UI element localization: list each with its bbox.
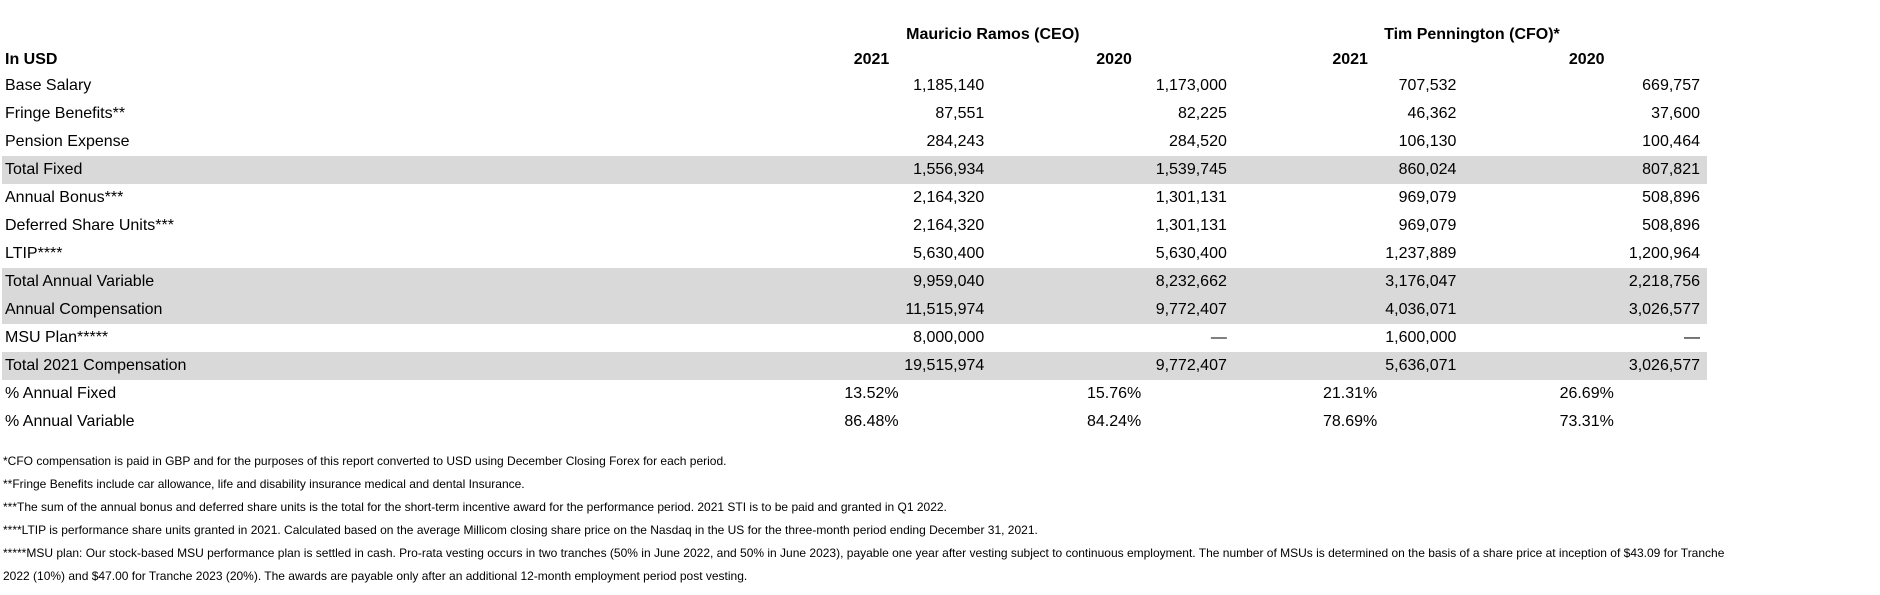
table-cell: 9,772,407 [991,296,1234,324]
row-label: Annual Bonus*** [5,189,124,206]
table-cell: 1,301,131 [1155,189,1227,206]
table-cell: 2,218,756 [1463,268,1707,296]
cfo-header: Tim Pennington (CFO)* [1384,26,1560,43]
row-label: Annual Compensation [2,296,749,324]
table-cell: 2,164,320 [913,217,985,234]
table-cell: 73.31% [1559,413,1614,430]
table-cell: 87,551 [935,105,985,122]
table-cell: 2,164,320 [913,189,985,206]
table-cell: 284,243 [926,133,985,150]
footnote: **Fringe Benefits include car allowance, life and disability insurance medical and dental Insurance. [3,477,525,491]
table-cell: 807,821 [1463,156,1707,184]
row-label: % Annual Variable [5,413,135,430]
table-cell: 78.69% [1323,413,1378,430]
percent-row [2,380,1707,408]
row-label: Total Fixed [2,156,749,184]
row-label: Total 2021 Compensation [2,352,749,380]
table-cell: 46,362 [1407,105,1457,122]
table-cell: 82,225 [1177,105,1227,122]
row-label: Deferred Share Units*** [5,217,174,234]
table-cell: 1,237,889 [1385,245,1457,262]
table-cell: 1,556,934 [749,156,992,184]
row-label: LTIP**** [5,245,63,262]
table-cell: 19,515,974 [749,352,992,380]
table-cell: 5,630,400 [913,245,985,262]
table-row [2,240,1707,268]
table-cell: — [1684,329,1700,346]
executive-header-row [2,20,1707,48]
table-cell: 13.52% [844,385,899,402]
header-blank-cell [2,20,749,48]
table-cell: 969,079 [1398,217,1457,234]
subtotal-row [2,156,1707,184]
table-cell: 508,896 [1642,217,1700,234]
table-cell: 26.69% [1559,385,1614,402]
table-cell: 5,630,400 [1155,245,1227,262]
table-row [2,72,1707,100]
table-row [2,184,1707,212]
table-cell: 1,539,745 [991,156,1234,184]
table-row [2,324,1707,352]
unit-label: In USD [5,51,58,68]
table-cell: 15.76% [1086,385,1142,402]
table-cell: 100,464 [1642,133,1700,150]
table-cell: 1,301,131 [1155,217,1227,234]
year-header: 2020 [1568,51,1605,68]
table-cell: 860,024 [1234,156,1464,184]
row-label: Base Salary [5,77,92,94]
year-header: 2021 [853,51,890,68]
table-cell: 3,026,577 [1463,352,1707,380]
footnotes [3,450,1880,588]
table-row [2,212,1707,240]
table-row [2,100,1707,128]
total-row [2,352,1707,380]
table-cell: 5,636,071 [1234,352,1464,380]
table-cell: 1,185,140 [913,77,985,94]
table-cell: 86.48% [844,413,899,430]
footnote: *****MSU plan: Our stock-based MSU performance plan is settled in cash. Pro-rata vesting occurs in two tranches (50% in June 2022, and 50% in June 2023), payable one year after vesting subject to continuous employment. The number of MSUs is determined on the basis of a share price at inception of $43.09 for Tranche [3,546,1725,560]
table-cell: — [1210,329,1227,346]
table-cell: 508,896 [1642,189,1700,206]
table-cell: 8,000,000 [913,329,985,346]
year-header: 2020 [1096,51,1132,68]
footnote: ****LTIP is performance share units granted in 2021. Calculated based on the average Millicom closing share price on the Nasdaq in the US for the three-month period ending December 31, 2021. [3,523,1038,537]
row-label: Fringe Benefits** [5,105,126,122]
row-label: % Annual Fixed [5,385,117,402]
year-header-row [2,48,1707,72]
table-cell: 4,036,071 [1234,296,1464,324]
year-header: 2021 [1332,51,1368,68]
table-cell: 669,757 [1642,77,1700,94]
table-cell: 284,520 [1169,133,1227,150]
table-cell: 3,026,577 [1463,296,1707,324]
footnote: *CFO compensation is paid in GBP and for the purposes of this report converted to USD using December Closing Forex for each period. [3,454,727,468]
table-cell: 11,515,974 [749,296,992,324]
table-cell: 1,200,964 [1628,245,1700,262]
table-cell: 8,232,662 [991,268,1234,296]
table-cell: 37,600 [1651,105,1700,122]
compensation-table [2,20,1707,436]
table-cell: 84.24% [1086,413,1142,430]
footnote: 2022 (10%) and $47.00 for Tranche 2023 (20%). The awards are payable only after an additional 12-month employment period post vesting. [3,569,748,583]
table-cell: 969,079 [1398,189,1457,206]
table-cell: 3,176,047 [1234,268,1464,296]
table-cell: 1,600,000 [1385,329,1457,346]
footnote: ***The sum of the annual bonus and deferred share units is the total for the short-term incentive award for the performance period. 2021 STI is to be paid and granted in Q1 2022. [3,500,947,514]
table-row [2,128,1707,156]
table-cell: 1,173,000 [1155,77,1227,94]
subtotal-row [2,268,1707,296]
ceo-header: Mauricio Ramos (CEO) [906,26,1080,43]
row-label: Total Annual Variable [2,268,749,296]
table-cell: 9,772,407 [991,352,1234,380]
table-cell: 21.31% [1323,385,1378,402]
table-cell: 9,959,040 [749,268,992,296]
subtotal-row [2,296,1707,324]
row-label: MSU Plan***** [5,329,109,346]
table-cell: 707,532 [1398,77,1457,94]
percent-row [2,408,1707,436]
row-label: Pension Expense [5,133,130,150]
table-cell: 106,130 [1398,133,1457,150]
